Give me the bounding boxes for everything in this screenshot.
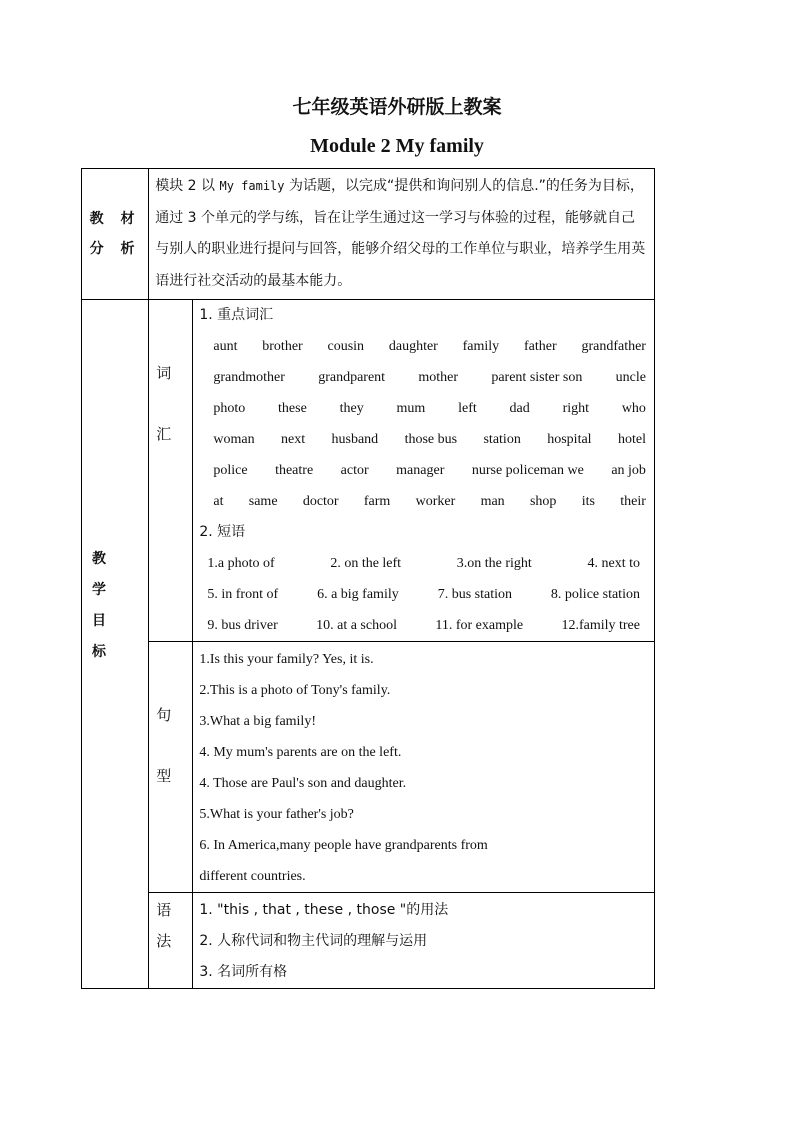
vocab-word: these: [278, 401, 307, 416]
vocab-content: [193, 300, 655, 642]
grammar-list: [199, 895, 648, 988]
vocab-word: farm: [363, 494, 391, 509]
vocab-word-row: [199, 362, 648, 393]
objectives-label: 教 学 目 标: [82, 300, 149, 989]
sentence-item: different countries.: [199, 869, 306, 884]
analysis-row: [82, 169, 655, 300]
vocab-word: right: [562, 401, 590, 416]
vocab-word-row: [199, 331, 648, 362]
sentence-item: 1.Is this your family? Yes, it is.: [199, 652, 374, 667]
sentence-item: 6. In America,many people have grandparents from: [199, 838, 488, 853]
vocab-word: nurse policeman we: [471, 463, 584, 478]
vocab-word: grandfather: [581, 339, 646, 354]
grammar-item: 1. "this , that , these , those "的用法: [199, 902, 449, 918]
vocab-row: [82, 300, 655, 642]
vocab-word: doctor: [302, 494, 339, 509]
phrase-item: 6. a big family: [317, 587, 399, 602]
vocab-word: hotel: [617, 432, 646, 447]
phrase-item: 4. next to: [587, 556, 640, 571]
phrase-item: 3.on the right: [456, 556, 532, 571]
vocab-word-row: [199, 486, 648, 517]
vocab-word: grandparent: [318, 370, 386, 385]
vocab-word: uncle: [615, 370, 646, 385]
phrase-item: 7. bus station: [437, 587, 512, 602]
sentence-item: 4. My mum's parents are on the left.: [199, 745, 402, 760]
vocab-word: aunt: [213, 339, 238, 354]
vocab-label: 词 汇: [149, 300, 193, 642]
vocab-word: they: [339, 401, 364, 416]
vocab-word: daughter: [388, 339, 438, 354]
vocab-word: manager: [396, 463, 445, 478]
vocab-word: police: [213, 463, 248, 478]
vocab-word: parent sister son: [491, 370, 583, 385]
grammar-label: 语 法: [149, 893, 193, 989]
phrase-item: 9. bus driver: [207, 618, 278, 633]
grammar-item: 2. 人称代词和物主代词的理解与运用: [199, 933, 428, 949]
vocab-word: cousin: [327, 339, 365, 354]
vocab-word: man: [480, 494, 505, 509]
document-title: 七年级英语外研版上教案: [292, 96, 502, 118]
vocab-word: left: [458, 401, 477, 416]
vocab-word: actor: [340, 463, 369, 478]
vocab-word: an job: [611, 463, 646, 478]
vocab-word: family: [462, 339, 500, 354]
sentence-item: 3.What a big family!: [199, 714, 316, 729]
vocab-word: those bus: [404, 432, 458, 447]
vocab-word: mum: [396, 401, 426, 416]
vocab-word: dad: [509, 401, 530, 416]
vocab-word: shop: [529, 494, 557, 509]
phrase-item-row: [199, 548, 648, 579]
sentence-content: [193, 642, 655, 893]
phrase-item: 8. police station: [550, 587, 640, 602]
vocab-word: hospital: [547, 432, 592, 447]
vocab-word: woman: [213, 432, 255, 447]
phrase-item-row: [199, 579, 648, 610]
vocab-heading: 1. 重点词汇: [199, 307, 274, 323]
vocab-word: brother: [262, 339, 303, 354]
analysis-text: 模块 2 以 My family 为话题，以完成“提供和询问别人的信息.”的任务为目标，通过 3 个单元的学与练，旨在让学生通过这一学习与体验的过程，能够就自己与别人的职业进行提问与回答，能够介绍父母的工作单位与职业，培养学生用英语进行社交活动的最基本能力。: [149, 169, 655, 300]
vocab-word-list: [199, 331, 648, 517]
vocab-word: theatre: [275, 463, 314, 478]
phrase-item: 10. at a school: [316, 618, 397, 633]
vocab-word: father: [523, 339, 557, 354]
phrase-item: 12.family tree: [561, 618, 640, 633]
sentence-row: [82, 642, 655, 893]
analysis-label: 教 材 分 析: [82, 169, 149, 300]
vocab-word: its: [581, 494, 595, 509]
vocab-word: husband: [331, 432, 379, 447]
grammar-item: 3. 名词所有格: [199, 964, 288, 980]
vocab-word: who: [621, 401, 646, 416]
phrase-list: [199, 548, 648, 641]
phrase-item: 11. for example: [435, 618, 524, 633]
vocab-word: mother: [418, 370, 459, 385]
vocab-word: photo: [213, 401, 246, 416]
phrase-item: 1.a photo of: [207, 556, 275, 571]
document-subtitle: Module 2 My family: [310, 135, 484, 157]
vocab-word: station: [483, 432, 521, 447]
sentence-label: 句 型: [149, 642, 193, 893]
phrase-heading: 2. 短语: [199, 524, 246, 540]
sentence-item: 5.What is your father's job?: [199, 807, 354, 822]
grammar-row: [82, 893, 655, 989]
grammar-content: [193, 893, 655, 989]
vocab-word: next: [280, 432, 306, 447]
vocab-word: at: [213, 494, 224, 509]
phrase-item: 5. in front of: [207, 587, 279, 602]
sentence-item: 4. Those are Paul's son and daughter.: [199, 776, 407, 791]
phrase-item: 2. on the left: [330, 556, 402, 571]
phrase-item-row: [199, 610, 648, 641]
vocab-word-row: [199, 455, 648, 486]
vocab-word-row: [199, 424, 648, 455]
vocab-word: same: [248, 494, 278, 509]
vocab-word: their: [620, 494, 646, 509]
sentence-list: [199, 644, 648, 892]
vocab-word-row: [199, 393, 648, 424]
vocab-word: worker: [415, 494, 456, 509]
sentence-item: 2.This is a photo of Tony's family.: [199, 683, 391, 698]
lesson-plan-table: [81, 168, 655, 989]
vocab-word: grandmother: [213, 370, 285, 385]
